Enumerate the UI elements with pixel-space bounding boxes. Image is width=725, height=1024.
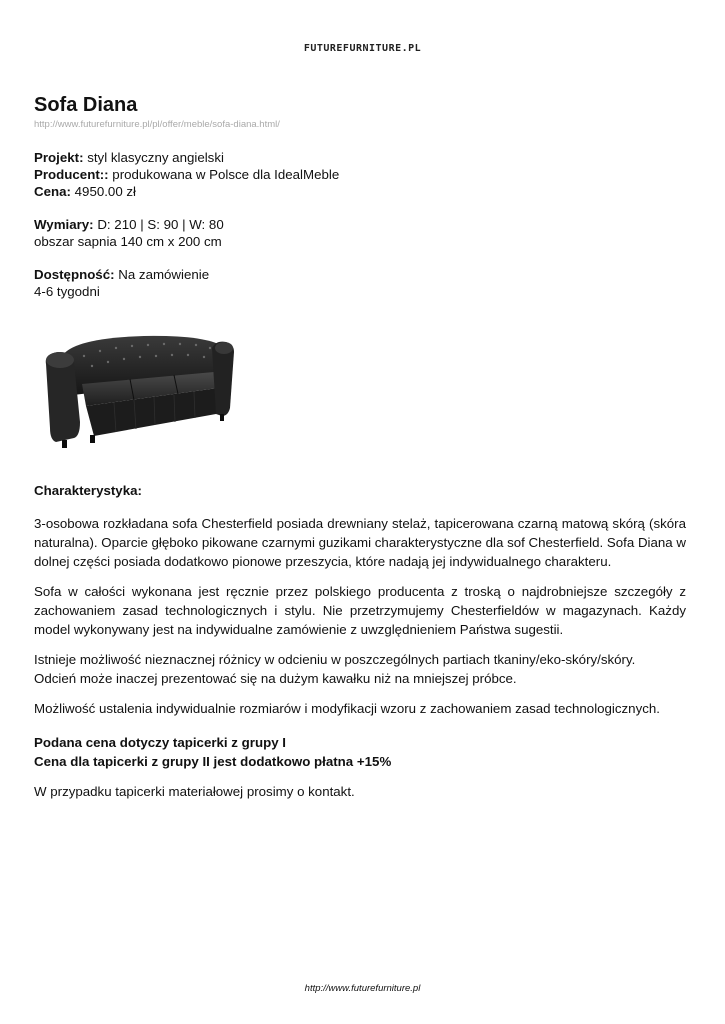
product-dimensions <box>34 216 224 250</box>
note-line: Istnieje możliwość nieznacznej różnicy w odcieniu w poszczególnych partiach tkaniny/eko-skóry/skóry. <box>34 652 636 667</box>
contact-note: W przypadku tapicerki materiałowej prosimy o kontakt. <box>34 784 355 799</box>
spec-label: Dostępność: <box>34 267 115 282</box>
product-url[interactable]: http://www.futurefurniture.pl/pl/offer/meble/sofa-diana.html/ <box>34 119 280 130</box>
site-logo[interactable]: FUTUREFURNITURE.PL <box>303 43 422 54</box>
note-line: Odcień może inaczej prezentować się na dużym kawałku niż na mniejszej próbce. <box>34 671 517 686</box>
description-paragraph: 3-osobowa rozkładana sofa Chesterfield posiada drewniany stelaż, tapicerowana czarną matową skórą (skóra naturalna). Oparcie głęboko pikowane czarnymi guzikami charakterystyczne dla sof Chesterfield. Sofa Diana w dolnej części posiada dodatkowo pionowe przeszycia, które nadają jej indywidualnego charakteru. <box>34 516 686 569</box>
spec-label: Projekt: <box>34 150 84 165</box>
price-notes <box>34 733 686 771</box>
description-paragraph: Możliwość ustalenia indywidualnie rozmiarów i modyfikacji wzoru z zachowaniem zasad technologicznych. <box>34 701 660 716</box>
color-note <box>34 650 686 688</box>
section-heading: Charakterystyka: <box>34 483 142 498</box>
spec-value: D: 210 | S: 90 | W: 80 <box>93 217 224 232</box>
sofa-photo <box>34 318 240 463</box>
price-note: Cena dla tapicerki z grupy II jest dodatkowo płatna +15% <box>34 754 392 769</box>
spec-label: Cena: <box>34 184 71 199</box>
spec-label: Producent:: <box>34 167 109 182</box>
spec-value: produkowana w Polsce dla IdealMeble <box>108 167 340 182</box>
spec-value: styl klasyczny angielski <box>83 150 224 165</box>
spec-value: Na zamówienie <box>114 267 210 282</box>
spec-projekt <box>34 149 339 166</box>
page-title: Sofa Diana <box>34 94 138 116</box>
product-specs <box>34 149 339 200</box>
spec-producent <box>34 166 339 183</box>
sleep-area: obszar sapnia 140 cm x 200 cm <box>34 234 222 249</box>
spec-dostepnosc <box>34 266 209 283</box>
description-paragraph: Sofa w całości wykonana jest ręcznie przez polskiego producenta z troską o najdrobniejsze szczegóły z zachowaniem zasad technologicznych i stylu. Nie przetrzymujemy Chesterfieldów w magazynach. Każdy model wykonywany jest na indywidualne zamówienie z uwzględnieniem Państwa sugestii. <box>34 584 686 637</box>
footer-url[interactable]: http://www.futurefurniture.pl <box>304 983 421 994</box>
lead-time: 4-6 tygodni <box>34 284 100 299</box>
product-availability <box>34 266 209 300</box>
price-note: Podana cena dotyczy tapicerki z grupy I <box>34 735 286 750</box>
sofa-image <box>34 318 240 463</box>
price-value: 4950.00 zł <box>70 184 137 199</box>
spec-cena <box>34 183 339 200</box>
spec-wymiary <box>34 216 224 233</box>
spec-label: Wymiary: <box>34 217 94 232</box>
